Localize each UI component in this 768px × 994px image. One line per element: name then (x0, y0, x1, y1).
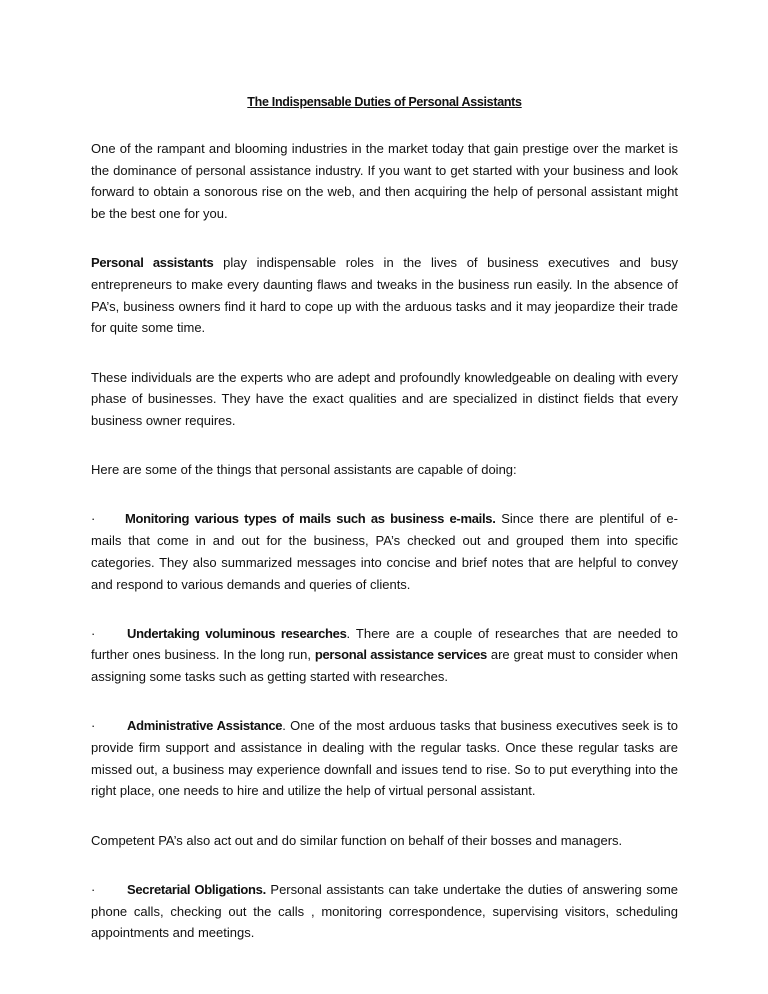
paragraph-personal-assistants (91, 252, 678, 339)
bold-term: Administrative Assistance (127, 718, 283, 734)
paragraph-intro: One of the rampant and blooming industries in the market today that gain prestige over the market is the dominance of personal assistance industry. If you want to get started with your business and look forward to obtain a sonorous rise on the web, and then acquiring the help of personal assistant might be the best one for you. (91, 141, 678, 222)
bullet-item-administrative (91, 715, 678, 802)
bullet-text: Personal assistants can take undertake the duties of answering some phone calls, checking out the calls , monitoring correspondence, supervising visitors, scheduling appointments and meetings. (91, 881, 678, 941)
bold-term-services: personal assistance services (314, 647, 487, 663)
bullet-item-mails (91, 508, 678, 595)
bullet-icon: · (91, 881, 96, 897)
document-title: The Indispensable Duties of Personal Assistants (247, 95, 522, 109)
bullet-icon: · (91, 511, 96, 527)
document-page (91, 92, 678, 971)
bullet-item-secretarial (91, 879, 678, 944)
paragraph-list-intro: Here are some of the things that personal assistants are capable of doing: (91, 462, 517, 478)
bold-term: Undertaking voluminous researches (127, 625, 347, 641)
bullet-icon: · (91, 625, 96, 641)
bold-term: Personal assistants (91, 255, 214, 271)
bullet-text: Since there are plentiful of e-mails that come in and out for the business, PA’s checked out and grouped them into specific categories. They also summarized messages into concise and brief notes that are helpful to convey and respond to various demands and queries of clients. (91, 511, 678, 592)
paragraph-competent: Competent PA’s also act out and do similar function on behalf of their bosses and managers. (91, 832, 623, 848)
bold-term: Monitoring various types of mails such as business e-mails. (125, 511, 496, 527)
paragraph-text: play indispensable roles in the lives of business executives and busy entrepreneurs to make every daunting flaws and tweaks in the business run easily. In the absence of PA’s, business owners find it hard to cope up with the arduous tasks and it may jeopardize their trade for quite some time. (91, 255, 678, 336)
bold-term: Secretarial Obligations. (127, 881, 266, 897)
bullet-icon: · (91, 718, 96, 734)
bullet-text: . There are a couple of researches that are needed to further ones business. In the long run, (91, 625, 678, 663)
bullet-text: . One of the most arduous tasks that business executives seek is to provide firm support and assistance in dealing with the regular tasks. Once these regular tasks are missed out, a business may experience downfall and issues tend to rise. So to put everything into the right place, one needs to hire and utilize the help of virtual personal assistant. (91, 718, 678, 799)
paragraph-experts: These individuals are the experts who are adept and profoundly knowledgeable on dealing with every phase of businesses. They have the exact qualities and are specialized in distinct fields that every business owner requires. (91, 369, 678, 429)
bullet-item-researches (91, 623, 678, 688)
bullet-text: are great must to consider when assigning some tasks such as getting started with researches. (91, 647, 678, 685)
